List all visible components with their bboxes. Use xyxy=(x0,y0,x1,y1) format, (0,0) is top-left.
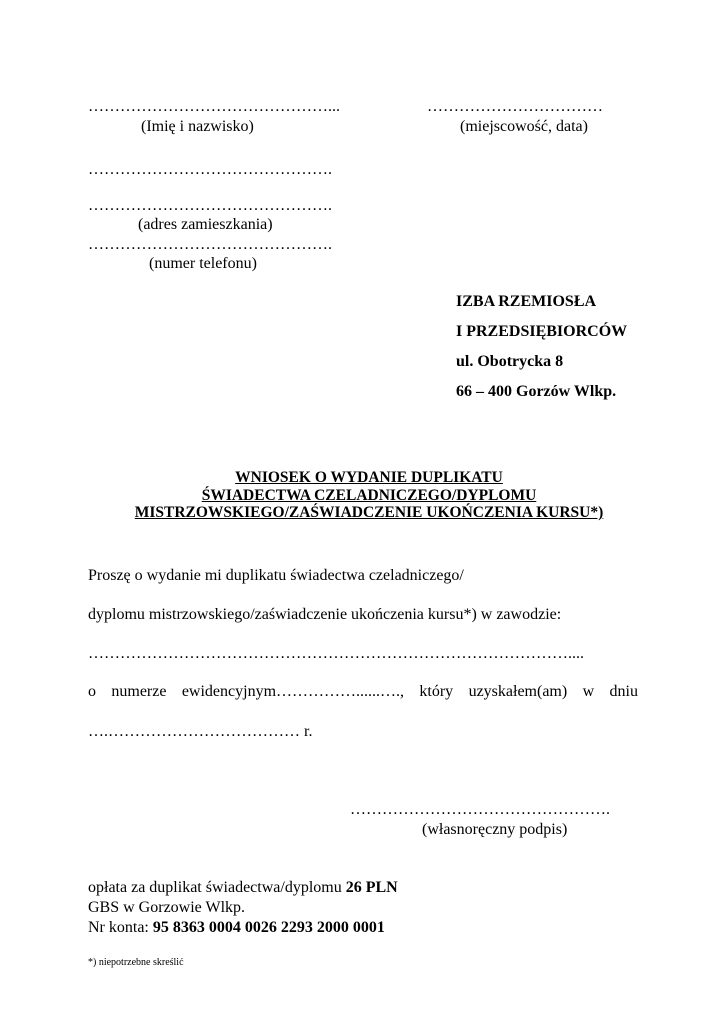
recipient-line-1: IZBA RZEMIOSŁA xyxy=(456,293,597,310)
request-paragraph-line-2: dyplomu mistrzowskiego/zaświadczenie ukończenia kursu*) w zawodzie: xyxy=(88,606,562,623)
recipient-line-3: ul. Obotrycka 8 xyxy=(456,353,564,370)
account-label: Nr konta: xyxy=(88,919,153,936)
address-dotted-line-2: ………………………………………. xyxy=(88,197,332,214)
title-line-1: WNIOSEK O WYDANIE DUPLIKATU xyxy=(235,469,503,486)
profession-dotted-line: ……………………………………………………………………………….... xyxy=(88,645,584,662)
reg-word: który xyxy=(419,683,454,700)
reg-word: o xyxy=(88,683,96,700)
title-line-3: MISTRZOWSKIEGO/ZAŚWIADCZENIE UKOŃCZENIA KURSU*) xyxy=(134,504,604,521)
recipient-line-2: I PRZEDSIĘBIORCÓW xyxy=(456,323,628,340)
registration-number-line xyxy=(88,683,638,701)
fee-line xyxy=(88,878,398,897)
recipient-line-4: 66 – 400 Gorzów Wlkp. xyxy=(456,383,617,400)
document-title xyxy=(80,469,658,522)
place-date-label: (miejscowość, data) xyxy=(460,118,588,135)
reg-word: numerze xyxy=(111,683,167,700)
place-date-dotted-line: …………………………… xyxy=(427,98,603,115)
bank-name: GBS w Gorzowie Wlkp. xyxy=(88,899,246,916)
fee-amount: 26 PLN xyxy=(345,879,398,896)
address-dotted-line-1: ………………………………………. xyxy=(88,161,332,178)
reg-word: dniu xyxy=(609,683,638,700)
address-label: (adres zamieszkania) xyxy=(138,216,273,233)
title-line-2: ŚWIADECTWA CZELADNICZEGO/DYPLOMU xyxy=(201,486,537,504)
request-paragraph-line-1: Proszę o wydanie mi duplikatu świadectwa czeladniczego/ xyxy=(88,567,464,584)
reg-word: w xyxy=(582,683,595,700)
account-number: 95 8363 0004 0026 2293 2000 0001 xyxy=(152,919,385,936)
date-dotted-line: ….……………………………… r. xyxy=(88,723,313,740)
fee-text: opłata za duplikat świadectwa/dyplomu xyxy=(88,879,346,896)
reg-word: ewidencyjnym……………......…., xyxy=(181,683,405,700)
name-dotted-line: ………………………………………... xyxy=(88,98,340,115)
phone-label: (numer telefonu) xyxy=(149,255,257,272)
footnote: *) niepotrzebne skreślić xyxy=(88,957,184,968)
signature-dotted-line: …………………………………………. xyxy=(350,801,610,818)
signature-label: (własnoręczny podpis) xyxy=(422,821,568,838)
reg-word: uzyskałem(am) xyxy=(468,683,568,700)
account-line xyxy=(88,918,385,937)
phone-dotted-line: ………………………………………. xyxy=(88,236,332,253)
name-label: (Imię i nazwisko) xyxy=(141,118,254,135)
